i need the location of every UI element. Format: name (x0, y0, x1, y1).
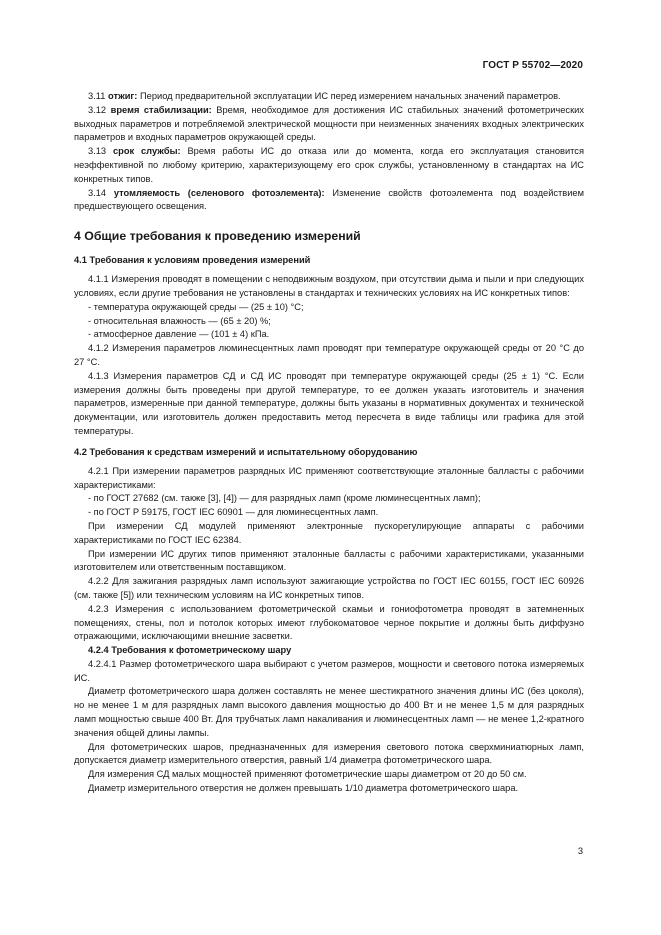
list-item: - относительная влажность — (65 ± 20) %; (88, 315, 271, 326)
paragraph-4-2-3: 4.2.3 Измерения с использованием фотометрической скамьи и гониофотометра проводят в затемненных помещениях, стены, пол и потолок которых имеют глубокоматовое черное покрытие и должны быть диффузно отражающими, исключающими внешние засветки. (74, 603, 584, 642)
paragraph-4-2-1-led: При измерении СД модулей применяют электронные пускорегулирующие аппараты с рабочими характеристиками по ГОСТ IEC 62384. (74, 520, 584, 545)
definition-3-12: 3.12 время стабилизации: Время, необходимое для достижения ИС стабильных значений фотометрических выходных параметров и потребляемой электрической мощности при неизменных значениях входных электрических параметров и входных параметров окружающей среды. (74, 104, 584, 143)
section-4-1-title: 4.1 Требования к условиям проведения измерений (74, 255, 311, 266)
list-item: - температура окружающей среды — (25 ± 10) °С; (88, 301, 304, 312)
definition-term: отжиг: (108, 91, 138, 101)
page-number: 3 (577, 846, 583, 856)
paragraph-miniature-lamps: Для фотометрических шаров, предназначенных для измерения светового потока сверхминиатюрных ламп, допускается диаметр измерительного отверстия, равный 1/4 диаметра фотометрического шара. (74, 741, 584, 766)
definition-3-14: 3.14 утомляемость (селенового фотоэлемента): Изменение свойств фотоэлемента под воздействием предшествующего освещения. (74, 187, 584, 212)
section-4-2-title: 4.2 Требования к средствам измерений и испытательному оборудованию (74, 446, 418, 457)
definition-term: утомляемость (селенового фотоэлемента): (113, 187, 325, 198)
paragraph-4-1-2: 4.1.2 Измерения параметров люминесцентных ламп проводят при температуре окружающей среды от 20 °С до 27 °С. (74, 343, 584, 367)
paragraph-4-2-4-1: 4.2.4.1 Размер фотометрического шара выбирают с учетом размеров, мощности и светового потока измеряемых ИС. (74, 658, 584, 683)
page-content (74, 90, 584, 796)
definition-3-11: 3.11 отжиг: Период предварительной эксплуатации ИС перед измерением начальных значений параметров. (88, 91, 561, 101)
paragraph-4-2-2: 4.2.2 Для зажигания разрядных ламп используют зажигающие устройства по ГОСТ IEC 60155, ГОСТ IEC 60926 (см. также [5]) или техническим условиям на ИС конкретных типов. (74, 576, 584, 600)
list-item: - по ГОСТ Р 59175, ГОСТ IEC 60901 — для люминесцентных ламп. (88, 507, 379, 518)
paragraph-4-2-1-other: При измерении ИС других типов применяют эталонные балласты с рабочими характеристиками, указанными изготовителем или ответственным поставщиком. (74, 548, 584, 573)
section-4-2-4-title: 4.2.4 Требования к фотометрическому шару (88, 645, 292, 656)
definition-3-13: 3.13 срок службы: Время работы ИС до отказа или до момента, когда его эксплуатация становится неэффективной по любому критерию, характеризующему его срок службы, установленному в стандартах на ИС конкретных типов. (74, 146, 584, 184)
paragraph-4-1-3: 4.1.3 Измерения параметров СД и СД ИС проводят при температуре окружающей среды (25 ± 1) °С. Если измерения должны быть проведены при другой температуре, то ее должен указать изготовитель и значения параметров, измеренные при данной температуре, должны быть указаны в нормативных документах и технической документации, или изготовитель должен предоставить метод пересчета в виде таблицы или графика для этой температуры. (74, 370, 584, 436)
section-4-title: 4 Общие требования к проведению измерений (74, 229, 361, 244)
paragraph-aperture-limit: Диаметр измерительного отверстия не должен превышать 1/10 диаметра фотометрического шара. (88, 783, 519, 794)
paragraph-4-1-1: 4.1.1 Измерения проводят в помещении с неподвижным воздухом, при отсутствии дыма и пыли и при следующих условиях, если другие требования не установлены в стандартах и технических условиях на ИС конкретных типов: (74, 274, 584, 298)
paragraph-4-2-1: 4.2.1 При измерении параметров разрядных ИС применяют соответствующие эталонные балласты с рабочими характеристиками: (74, 465, 584, 490)
list-item: - атмосферное давление — (101 ± 4) кПа. (88, 329, 270, 340)
paragraph-low-power-led: Для измерения СД малых мощностей применяют фотометрические шары диаметром от 20 до 50 см. (88, 769, 527, 780)
document-code-header: ГОСТ Р 55702—2020 (482, 60, 583, 71)
list-item: - по ГОСТ 27682 (см. также [3], [4]) — для разрядных ламп (кроме люминесцентных ламп); (88, 493, 481, 504)
paragraph-sphere-diameter: Диаметр фотометрического шара должен составлять не менее шестикратного значения длины ИС (без цоколя), но не менее 1 м для разрядных ламп высокого давления мощностью до 400 Вт и не менее 1,5 м для разрядных ламп мощностью свыше 400 Вт. Для трубчатых ламп накаливания и люминесцентных ламп — не менее 1,2-кратного значения общей длины лампы. (74, 686, 584, 738)
definition-term: время стабилизации: (110, 104, 212, 115)
definition-term: срок службы: (112, 146, 181, 157)
